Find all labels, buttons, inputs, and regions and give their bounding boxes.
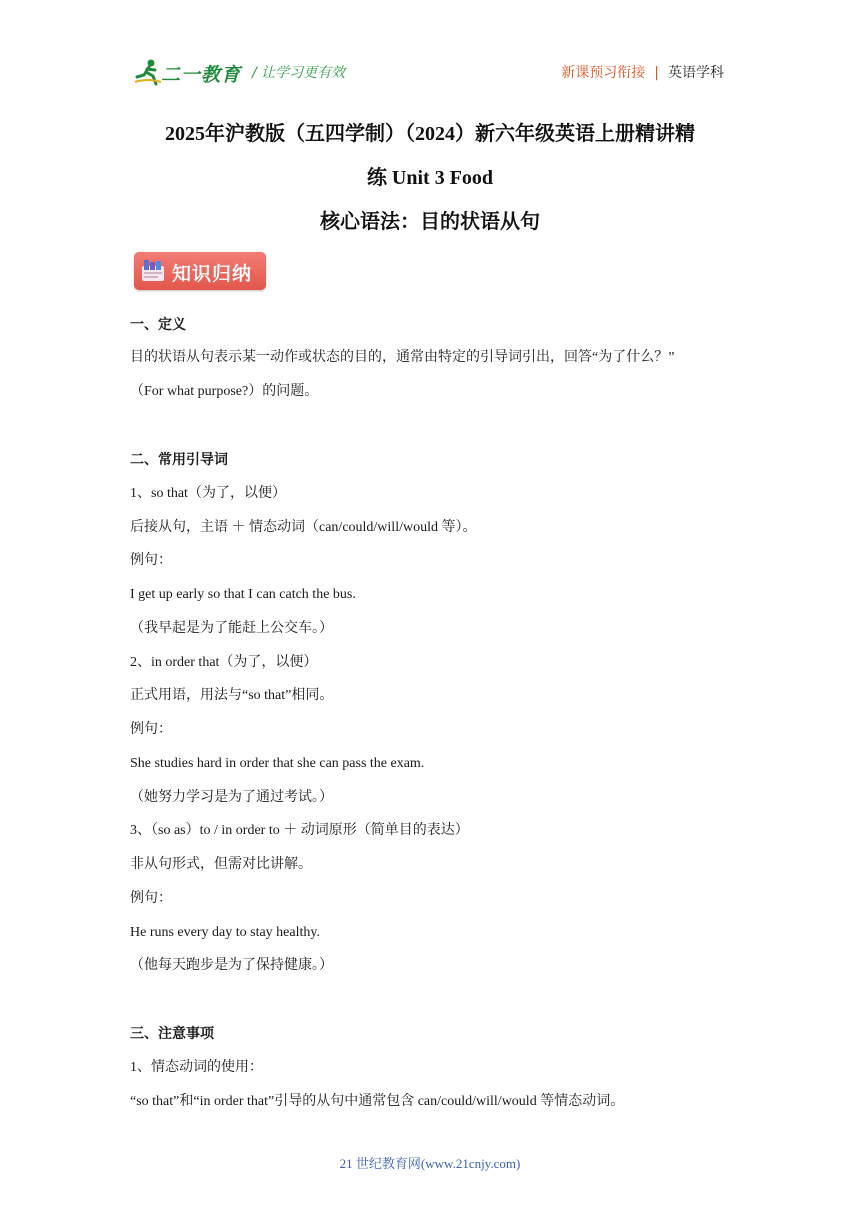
example-sentence: I get up early so that I can catch the bus. <box>130 587 356 602</box>
logo <box>133 58 243 88</box>
section-heading-definition: 一、定义 <box>130 317 186 333</box>
logo-text: 二一教育 <box>161 64 242 86</box>
paragraph: （For what purpose?）的问题。 <box>130 384 319 399</box>
section-heading-notes: 三、注意事项 <box>130 1026 214 1042</box>
example-sentence: She studies hard in order that she can pass the exam. <box>130 756 425 771</box>
header-separator: | <box>654 65 659 81</box>
example-translation: （他每天跑步是为了保持健康。） <box>130 958 333 973</box>
slogan: / 让学习更有效 <box>252 65 346 81</box>
header-right <box>561 62 724 82</box>
course-preview-label: 新课预习衔接 <box>561 65 646 81</box>
paragraph: 目的状语从句表示某一动作或状态的目的，通常由特定的引导词引出，回答“为了什么？” <box>130 350 675 365</box>
list-item: 2、in order that（为了，以便） <box>130 655 318 670</box>
document-subtitle: 核心语法：目的状语从句 <box>320 211 540 233</box>
example-label: 例句： <box>130 722 172 737</box>
page-footer: 21 世纪教育网(www.21cnjy.com) <box>339 1156 521 1171</box>
page-header <box>0 0 860 100</box>
paragraph: 非从句形式，但需对比讲解。 <box>130 857 312 872</box>
paragraph: 后接从句，主语 ＋ 情态动词（can/could/will/would 等）。 <box>130 520 477 535</box>
paragraph: 正式用语，用法与“so that”相同。 <box>130 688 334 703</box>
book-icon <box>139 257 167 285</box>
paragraph: “so that”和“in order that”引导的从句中通常包含 can/could/will/would 等情态动词。 <box>130 1094 625 1109</box>
example-label: 例句： <box>130 553 172 568</box>
running-figure-icon <box>133 58 163 88</box>
list-item: 1、情态动词的使用： <box>130 1060 263 1075</box>
list-item: 3、（so as）to / in order to ＋ 动词原形（简单目的表达） <box>130 823 469 838</box>
section-heading-conjunctions: 二、常用引导词 <box>130 452 228 468</box>
example-sentence: He runs every day to stay healthy. <box>130 925 320 940</box>
knowledge-summary-badge <box>134 252 266 290</box>
example-translation: （我早起是为了能赶上公交车。） <box>130 621 333 636</box>
document-title-line-2: 练 Unit 3 Food <box>366 167 494 189</box>
subject-label: 英语学科 <box>668 65 724 81</box>
example-label: 例句： <box>130 891 172 906</box>
list-item: 1、so that（为了，以便） <box>130 486 286 501</box>
badge-label: 知识归纳 <box>172 263 253 285</box>
example-translation: （她努力学习是为了通过考试。） <box>130 790 333 805</box>
document-title-line-1: 2025年沪教版（五四学制）（2024）新六年级英语上册精讲精 <box>165 123 695 145</box>
